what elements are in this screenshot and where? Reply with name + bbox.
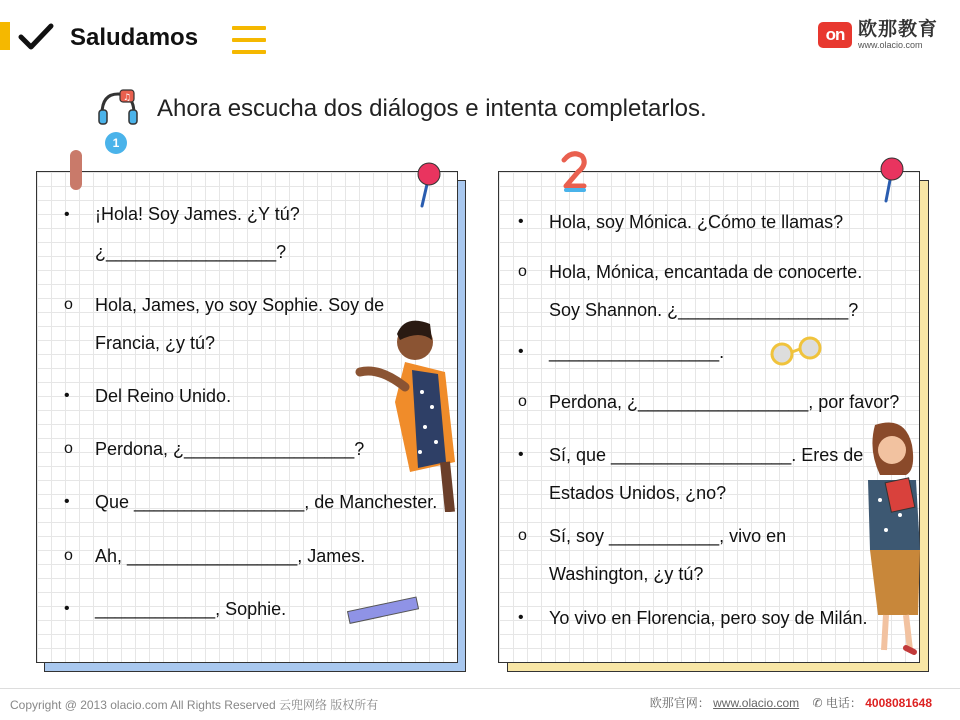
dialogue-line: Ah, _________________, James. bbox=[95, 546, 366, 566]
exercise-number-badge: 1 bbox=[105, 132, 127, 154]
footer-copyright: Copyright @ 2013 olacio.com All Rights Reserved 云兜网络 版权所有 bbox=[10, 698, 379, 712]
footer-divider bbox=[0, 688, 960, 689]
dialogue-line: Perdona, ¿_________________? bbox=[95, 439, 365, 459]
glasses-icon bbox=[768, 336, 826, 366]
dialogue-line: Hola, James, yo soy Sophie. Soy de bbox=[95, 295, 385, 315]
logo-mark: on bbox=[818, 22, 852, 48]
exercise-instruction: Ahora escucha dos diálogos e intenta completarlos. bbox=[157, 95, 707, 122]
dialogue-line: Estados Unidos, ¿no? bbox=[549, 483, 727, 503]
bullet: o bbox=[518, 393, 527, 410]
menu-lines-icon bbox=[232, 26, 266, 54]
logo-url: www.olacio.com bbox=[857, 40, 923, 50]
phone-icon: ✆ bbox=[812, 696, 823, 710]
bullet: o bbox=[64, 296, 73, 313]
bullet: • bbox=[64, 206, 70, 223]
bullet: • bbox=[64, 387, 70, 404]
footer-phone-label: 电话： bbox=[825, 696, 862, 710]
dialogue-line: ¿_________________? bbox=[95, 242, 287, 262]
dialogue-line: ____________, Sophie. bbox=[95, 599, 287, 619]
svg-text:♫: ♫ bbox=[123, 93, 132, 103]
dialogue-line: Washington, ¿y tú? bbox=[549, 564, 704, 584]
headphones-icon bbox=[96, 88, 140, 128]
bullet: • bbox=[518, 446, 524, 463]
dialogue-line: ¡Hola! Soy James. ¿Y tú? bbox=[95, 204, 300, 224]
footer-site-label: 欧那官网： bbox=[649, 696, 710, 710]
footer-site-link[interactable]: www.olacio.com bbox=[713, 696, 800, 710]
dialogue-line: Soy Shannon. ¿_________________? bbox=[549, 300, 859, 320]
dialogue1-number-marker bbox=[70, 150, 82, 190]
boy-illustration bbox=[350, 312, 460, 512]
pushpin-icon bbox=[412, 160, 442, 210]
bullet: • bbox=[518, 343, 524, 360]
dialogue2-number-marker bbox=[558, 150, 590, 194]
dialogue-line: Francia, ¿y tú? bbox=[95, 333, 216, 353]
dialogue-line: Yo vivo en Florencia, pero soy de Milán. bbox=[549, 608, 868, 628]
bullet: • bbox=[518, 213, 524, 230]
footer-phone: 4008081648 bbox=[865, 696, 932, 710]
dialogue-line: _________________. bbox=[549, 342, 725, 362]
bullet: • bbox=[64, 600, 70, 617]
bullet: o bbox=[518, 263, 527, 280]
bullet: • bbox=[518, 609, 524, 626]
bullet: o bbox=[64, 547, 73, 564]
dialogue-line: Perdona, ¿_________________, por favor? bbox=[549, 392, 900, 412]
section-title: Saludamos bbox=[70, 24, 199, 51]
bullet: o bbox=[518, 527, 527, 544]
dialogue-line: Hola, Mónica, encantada de conocerte. bbox=[549, 262, 863, 282]
brand-logo bbox=[818, 20, 938, 50]
ruler-icon bbox=[346, 594, 422, 626]
pushpin-icon bbox=[876, 155, 906, 205]
footer-contact bbox=[650, 694, 932, 711]
bullet: • bbox=[64, 493, 70, 510]
girl-illustration bbox=[850, 420, 930, 660]
dialogue-line: Hola, soy Mónica. ¿Cómo te llamas? bbox=[549, 212, 844, 232]
logo-chinese-name: 欧那教育 bbox=[857, 19, 938, 40]
bullet: o bbox=[64, 440, 73, 457]
dialogue-line: Sí, que __________________. Eres de bbox=[549, 445, 864, 465]
dialogue-line: Sí, soy ___________, vivo en bbox=[549, 526, 787, 546]
dialogue-line: Que _________________, de Manchester. bbox=[95, 492, 438, 512]
checkmark-icon bbox=[18, 22, 54, 52]
header-accent-bar bbox=[0, 22, 10, 50]
dialogue-line: Del Reino Unido. bbox=[95, 386, 232, 406]
